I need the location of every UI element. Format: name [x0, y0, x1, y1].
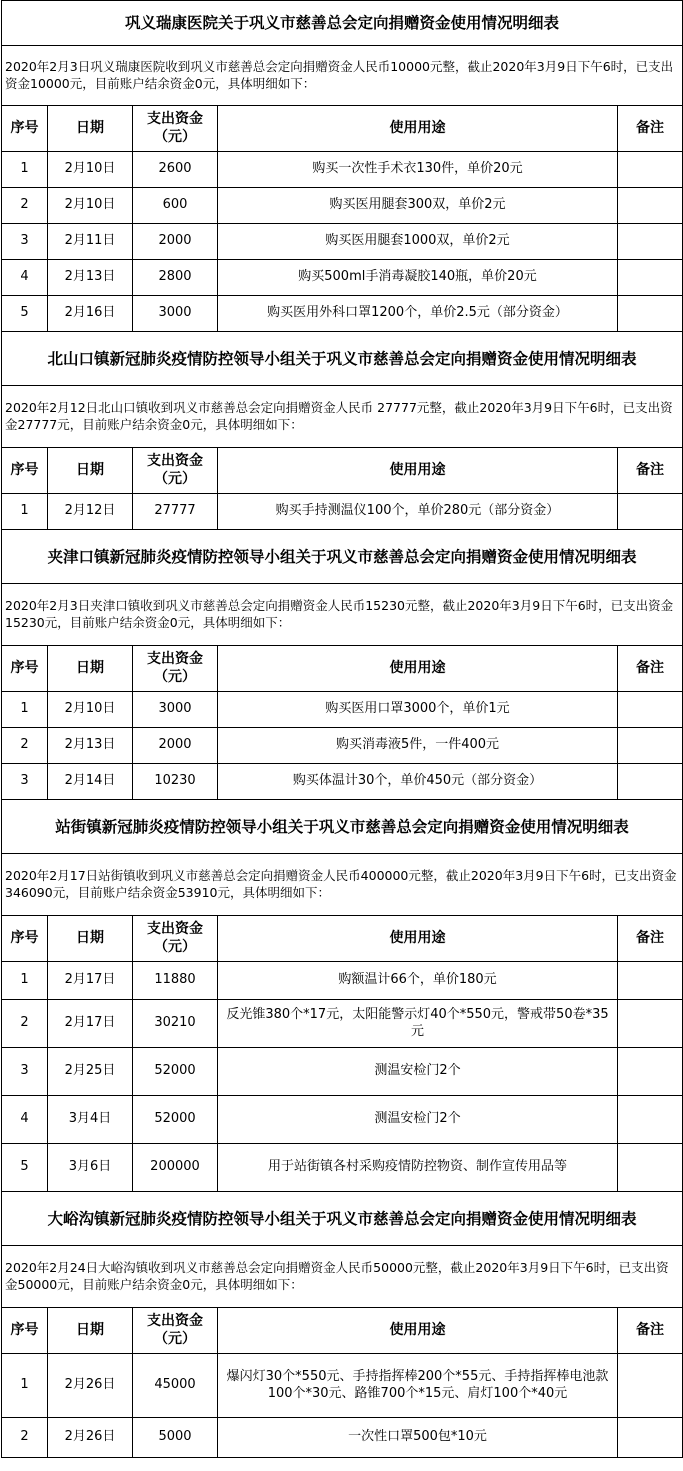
section-intro: 2020年2月17日站街镇收到巩义市慈善总会定向捐赠资金人民币400000元整，截止2020年3月9日下午6时，已支出资金346090元，目前账户结余资金53910元，具体明细如下：: [2, 854, 683, 916]
cell-note: [618, 296, 683, 332]
cell-note: [618, 260, 683, 296]
header-purpose: 使用用途: [218, 916, 618, 962]
cell-amount: 5000: [133, 1418, 218, 1458]
cell-date: 2月14日: [48, 764, 133, 800]
cell-seq: 1: [2, 152, 48, 188]
cell-seq: 3: [2, 224, 48, 260]
table-header-row: [2, 646, 683, 692]
header-purpose: 使用用途: [218, 646, 618, 692]
table-row: [2, 1000, 683, 1048]
cell-note: [618, 494, 683, 530]
cell-note: [618, 692, 683, 728]
cell-note: [618, 1418, 683, 1458]
cell-amount: 11880: [133, 962, 218, 1000]
cell-seq: 3: [2, 1048, 48, 1096]
cell-date: 2月11日: [48, 224, 133, 260]
cell-purpose: 测温安检门2个: [218, 1096, 618, 1144]
header-amount: 支出资金（元）: [133, 106, 218, 152]
section-title: 大峪沟镇新冠肺炎疫情防控领导小组关于巩义市慈善总会定向捐赠资金使用情况明细表: [2, 1192, 683, 1246]
cell-date: 3月6日: [48, 1144, 133, 1192]
cell-date: 2月25日: [48, 1048, 133, 1096]
section-title-row: [2, 1, 683, 46]
cell-amount: 200000: [133, 1144, 218, 1192]
header-note: 备注: [618, 448, 683, 494]
header-amount: 支出资金（元）: [133, 916, 218, 962]
cell-seq: 1: [2, 494, 48, 530]
header-seq: 序号: [2, 916, 48, 962]
table-header-row: [2, 916, 683, 962]
cell-note: [618, 188, 683, 224]
table-row: [2, 1096, 683, 1144]
section-intro: 2020年2月24日大峪沟镇收到巩义市慈善总会定向捐赠资金人民币50000元整，截止2020年3月9日下午6时，已支出资金50000元，目前账户结余资金0元，具体明细如下：: [2, 1246, 683, 1308]
header-date: 日期: [48, 448, 133, 494]
header-date: 日期: [48, 646, 133, 692]
table-row: [2, 1144, 683, 1192]
header-purpose: 使用用途: [218, 1308, 618, 1354]
cell-purpose: 一次性口罩500包*10元: [218, 1418, 618, 1458]
cell-date: 2月17日: [48, 962, 133, 1000]
header-date: 日期: [48, 106, 133, 152]
section-intro: 2020年2月12日北山口镇收到巩义市慈善总会定向捐赠资金人民币 27777元整，截止2020年3月9日下午6时，已支出资金27777元，目前账户结余资金0元，具体明细如下：: [2, 386, 683, 448]
cell-seq: 5: [2, 296, 48, 332]
cell-amount: 2000: [133, 728, 218, 764]
table-header-row: [2, 448, 683, 494]
cell-amount: 2000: [133, 224, 218, 260]
cell-date: 2月26日: [48, 1354, 133, 1418]
cell-date: 2月17日: [48, 1000, 133, 1048]
table-row: [2, 728, 683, 764]
cell-note: [618, 152, 683, 188]
section-intro-row: [2, 854, 683, 916]
cell-seq: 2: [2, 188, 48, 224]
cell-amount: 45000: [133, 1354, 218, 1418]
section-title-row: [2, 530, 683, 584]
table-row: [2, 764, 683, 800]
cell-seq: 2: [2, 1000, 48, 1048]
cell-purpose: 购买手持测温仪100个，单价280元（部分资金）: [218, 494, 618, 530]
cell-seq: 4: [2, 1096, 48, 1144]
cell-purpose: 购额温计66个，单价180元: [218, 962, 618, 1000]
cell-amount: 3000: [133, 692, 218, 728]
section-intro-row: [2, 1246, 683, 1308]
table-row: [2, 296, 683, 332]
cell-seq: 2: [2, 728, 48, 764]
section-intro: 2020年2月3日巩义瑞康医院收到巩义市慈善总会定向捐赠资金人民币10000元整，截止2020年3月9日下午6时，已支出资金10000元，目前账户结余资金0元，具体明细如下：: [2, 46, 683, 106]
cell-note: [618, 728, 683, 764]
cell-date: 2月10日: [48, 692, 133, 728]
header-seq: 序号: [2, 106, 48, 152]
cell-purpose: 购买医用口罩3000个，单价1元: [218, 692, 618, 728]
section-title: 站街镇新冠肺炎疫情防控领导小组关于巩义市慈善总会定向捐赠资金使用情况明细表: [2, 800, 683, 854]
section-intro-row: [2, 46, 683, 106]
section-title: 巩义瑞康医院关于巩义市慈善总会定向捐赠资金使用情况明细表: [2, 1, 683, 46]
cell-purpose: 购买一次性手术衣130件，单价20元: [218, 152, 618, 188]
cell-date: 3月4日: [48, 1096, 133, 1144]
table-row: [2, 1048, 683, 1096]
cell-date: 2月10日: [48, 188, 133, 224]
cell-note: [618, 1096, 683, 1144]
cell-date: 2月10日: [48, 152, 133, 188]
header-date: 日期: [48, 916, 133, 962]
cell-note: [618, 1000, 683, 1048]
table-row: [2, 1354, 683, 1418]
report-body: [2, 1, 683, 1458]
cell-amount: 30210: [133, 1000, 218, 1048]
header-date: 日期: [48, 1308, 133, 1354]
cell-amount: 2800: [133, 260, 218, 296]
header-amount: 支出资金（元）: [133, 646, 218, 692]
cell-purpose: 购买医用腿套300双，单价2元: [218, 188, 618, 224]
cell-date: 2月13日: [48, 260, 133, 296]
header-seq: 序号: [2, 1308, 48, 1354]
cell-note: [618, 962, 683, 1000]
section-title: 北山口镇新冠肺炎疫情防控领导小组关于巩义市慈善总会定向捐赠资金使用情况明细表: [2, 332, 683, 386]
table-header-row: [2, 106, 683, 152]
cell-date: 2月12日: [48, 494, 133, 530]
cell-seq: 4: [2, 260, 48, 296]
cell-date: 2月26日: [48, 1418, 133, 1458]
table-row: [2, 224, 683, 260]
cell-purpose: 购买医用腿套1000双，单价2元: [218, 224, 618, 260]
donation-report-table: [1, 0, 683, 1458]
table-row: [2, 962, 683, 1000]
cell-purpose: 购买消毒液5件，一件400元: [218, 728, 618, 764]
table-row: [2, 1418, 683, 1458]
cell-seq: 5: [2, 1144, 48, 1192]
header-seq: 序号: [2, 646, 48, 692]
cell-purpose: 购买体温计30个，单价450元（部分资金）: [218, 764, 618, 800]
section-title-row: [2, 800, 683, 854]
table-row: [2, 188, 683, 224]
cell-seq: 2: [2, 1418, 48, 1458]
cell-seq: 1: [2, 962, 48, 1000]
cell-note: [618, 224, 683, 260]
cell-note: [618, 764, 683, 800]
cell-amount: 10230: [133, 764, 218, 800]
cell-purpose: 用于站街镇各村采购疫情防控物资、制作宣传用品等: [218, 1144, 618, 1192]
header-purpose: 使用用途: [218, 448, 618, 494]
section-intro: 2020年2月3日夹津口镇收到巩义市慈善总会定向捐赠资金人民币15230元整，截止2020年3月9日下午6时，已支出资金15230元，目前账户结余资金0元，具体明细如下：: [2, 584, 683, 646]
header-note: 备注: [618, 1308, 683, 1354]
header-note: 备注: [618, 646, 683, 692]
table-row: [2, 260, 683, 296]
header-amount: 支出资金（元）: [133, 1308, 218, 1354]
table-row: [2, 152, 683, 188]
cell-amount: 2600: [133, 152, 218, 188]
cell-purpose: 爆闪灯30个*550元、手持指挥棒200个*55元、手持指挥棒电池款100个*30元、路锥700个*15元、肩灯100个*40元: [218, 1354, 618, 1418]
table-row: [2, 494, 683, 530]
cell-purpose: 购买500ml手消毒凝胶140瓶，单价20元: [218, 260, 618, 296]
cell-seq: 3: [2, 764, 48, 800]
cell-purpose: 购买医用外科口罩1200个，单价2.5元（部分资金）: [218, 296, 618, 332]
cell-amount: 27777: [133, 494, 218, 530]
cell-seq: 1: [2, 1354, 48, 1418]
cell-note: [618, 1354, 683, 1418]
header-amount: 支出资金（元）: [133, 448, 218, 494]
cell-note: [618, 1048, 683, 1096]
cell-purpose: 反光锥380个*17元，太阳能警示灯40个*550元，警戒带50卷*35元: [218, 1000, 618, 1048]
section-intro-row: [2, 584, 683, 646]
table-header-row: [2, 1308, 683, 1354]
cell-seq: 1: [2, 692, 48, 728]
cell-amount: 600: [133, 188, 218, 224]
section-intro-row: [2, 386, 683, 448]
section-title-row: [2, 1192, 683, 1246]
header-note: 备注: [618, 106, 683, 152]
section-title-row: [2, 332, 683, 386]
cell-amount: 52000: [133, 1096, 218, 1144]
cell-purpose: 测温安检门2个: [218, 1048, 618, 1096]
donation-report-sheet: [1, 0, 682, 1458]
section-title: 夹津口镇新冠肺炎疫情防控领导小组关于巩义市慈善总会定向捐赠资金使用情况明细表: [2, 530, 683, 584]
header-purpose: 使用用途: [218, 106, 618, 152]
header-seq: 序号: [2, 448, 48, 494]
cell-amount: 3000: [133, 296, 218, 332]
cell-date: 2月16日: [48, 296, 133, 332]
cell-date: 2月13日: [48, 728, 133, 764]
cell-note: [618, 1144, 683, 1192]
header-note: 备注: [618, 916, 683, 962]
table-row: [2, 692, 683, 728]
cell-amount: 52000: [133, 1048, 218, 1096]
